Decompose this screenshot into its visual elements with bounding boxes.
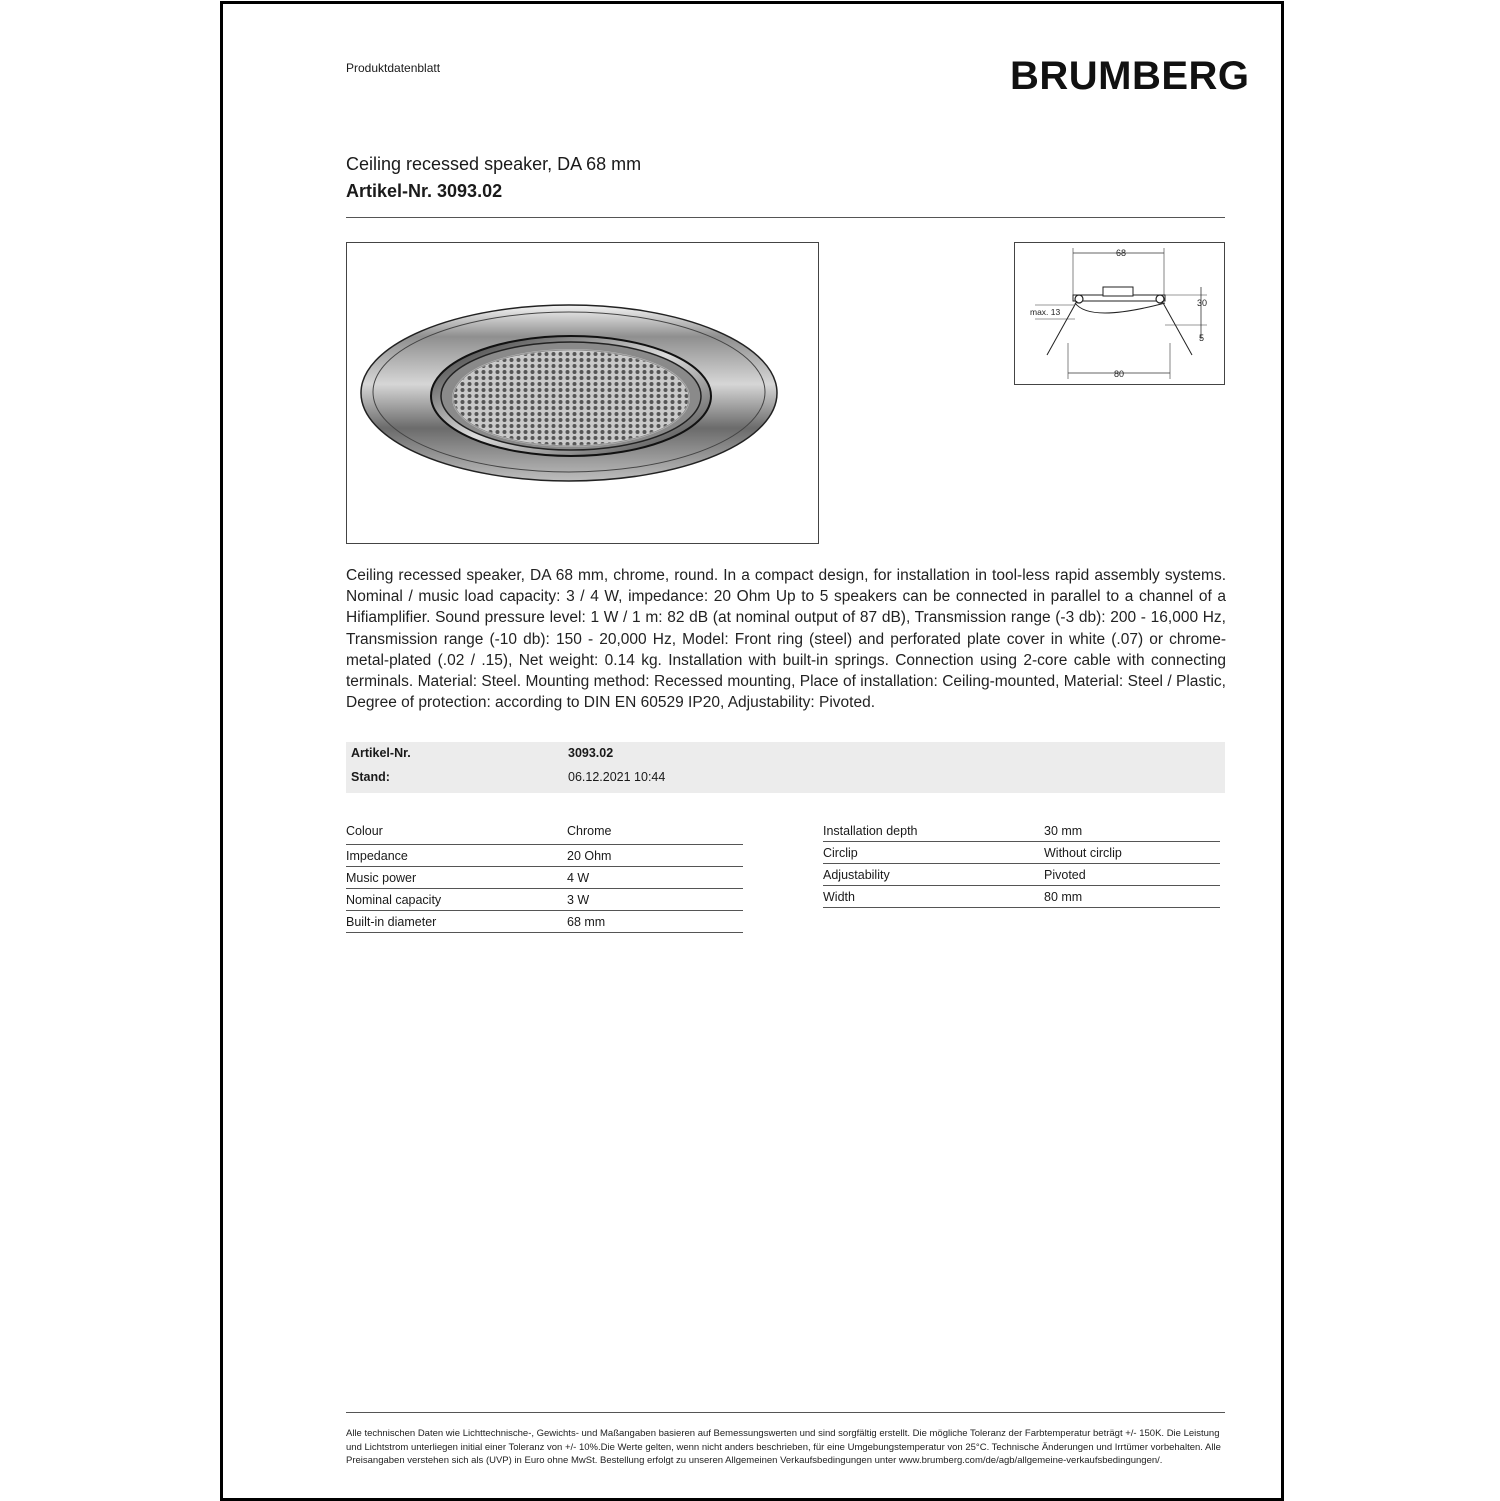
spec-row: [823, 842, 1220, 864]
spec-row: [823, 864, 1220, 886]
spec-value: Pivoted: [1044, 868, 1086, 882]
spec-key: Width: [823, 890, 855, 904]
dimension-diagram: [1015, 243, 1224, 384]
spec-key: Installation depth: [823, 824, 918, 838]
article-number-heading: Artikel-Nr. 3093.02: [346, 181, 503, 201]
article-label: Artikel-Nr.: [351, 746, 411, 760]
spec-row: [346, 820, 743, 845]
article-info-band: [346, 742, 1225, 793]
spec-value: 4 W: [567, 871, 590, 885]
spec-key: Impedance: [346, 849, 408, 863]
product-title: Ceiling recessed speaker, DA 68 mm: [346, 154, 642, 174]
spec-key: Circlip: [823, 846, 858, 860]
spec-table-right: [823, 820, 1220, 908]
spec-value: 20 Ohm: [567, 849, 612, 863]
spec-row: [346, 911, 743, 933]
product-photo: [346, 242, 819, 544]
spec-value: 80 mm: [1044, 890, 1083, 904]
footer-disclaimer: Alle technischen Daten wie Lichttechnische-, Gewichts- und Maßangaben basieren auf Bemessungswerten und sind sorgfältig erstellt. Die mögliche Toleranz der Farbtemperatur beträgt +/- 150K. Die Leistung und Lichtstrom unterliegen initial einer Toleranz von +/- 10%.Die Werte gelten, wenn nicht anders beschrieben, für eine Umgebungstemperatur von 25°C. Technische Änderungen und Irrtümer vorbehalten. Alle Preisangaben verstehen sich als (UVP) in Euro ohne MwSt. Bestellung erfolgt zu unseren Allgemeinen Verkaufsbedingungen unter www.brumberg.com/de/agb/allgemeine-verkaufsbedingungen/.: [346, 1428, 1221, 1466]
spec-value: 68 mm: [567, 915, 606, 929]
dim-right-upper-label: 30: [1197, 298, 1208, 308]
dim-right-lower-label: 5: [1199, 333, 1205, 343]
article-value: 3093.02: [568, 746, 614, 760]
spec-row: [823, 886, 1220, 908]
product-description: Ceiling recessed speaker, DA 68 mm, chrome, round. In a compact design, for installation in tool-less rapid assembly systems. Nominal / music load capacity: 3 / 4 W, impedance: 20 Ohm Up to 5 speakers can be connected in parallel to a channel of a Hifiamplifier. Sound pressure level: 1 W / 1 m: 82 dB (at nominal output of 87 dB), Transmission range (-3 db): 200 - 16,000 Hz, Transmission range (-10 db): 150 - 20,000 Hz, Model: Front ring (steel) and perforated plate cover in white (.07) or chrome-metal-plated (.02 / .15), Net weight: 0.14 kg. Installation with built-in springs. Connection using 2-core cable with connecting terminals. Material: Steel. Mounting method: Recessed mounting, Place of installation: Ceiling-mounted, Material: Steel / Plastic, Degree of protection: according to DIN EN 60529 IP20, Adjustability: Pivoted.: [346, 567, 1226, 712]
spec-key: Music power: [346, 871, 417, 885]
document-type-label: Produktdatenblatt: [346, 61, 441, 75]
dim-bottom-label: 80: [1114, 369, 1125, 379]
footer-divider: [346, 1412, 1225, 1413]
dim-left-label: max. 13: [1030, 307, 1061, 317]
spec-key: Built-in diameter: [346, 915, 437, 929]
spec-key: Nominal capacity: [346, 893, 442, 907]
dim-top-label: 68: [1116, 248, 1127, 258]
spec-value: 30 mm: [1044, 824, 1083, 838]
spec-value: Chrome: [567, 824, 612, 838]
spec-value: Without circlip: [1044, 846, 1122, 860]
speaker-image: [347, 243, 818, 543]
brand-logo: BRUMBERG: [1010, 54, 1250, 98]
spec-table-left: [346, 820, 743, 933]
spec-row: [346, 845, 743, 867]
spec-row: [346, 889, 743, 911]
spec-row: [823, 820, 1220, 842]
stand-value: 06.12.2021 10:44: [568, 770, 666, 784]
spec-key: Adjustability: [823, 868, 890, 882]
technical-drawing: [1014, 242, 1225, 385]
header-divider: [346, 217, 1225, 218]
spec-value: 3 W: [567, 893, 590, 907]
stand-label: Stand:: [351, 770, 390, 784]
datasheet-page: [220, 1, 1284, 1501]
spec-row: [346, 867, 743, 889]
spec-key: Colour: [346, 824, 383, 838]
